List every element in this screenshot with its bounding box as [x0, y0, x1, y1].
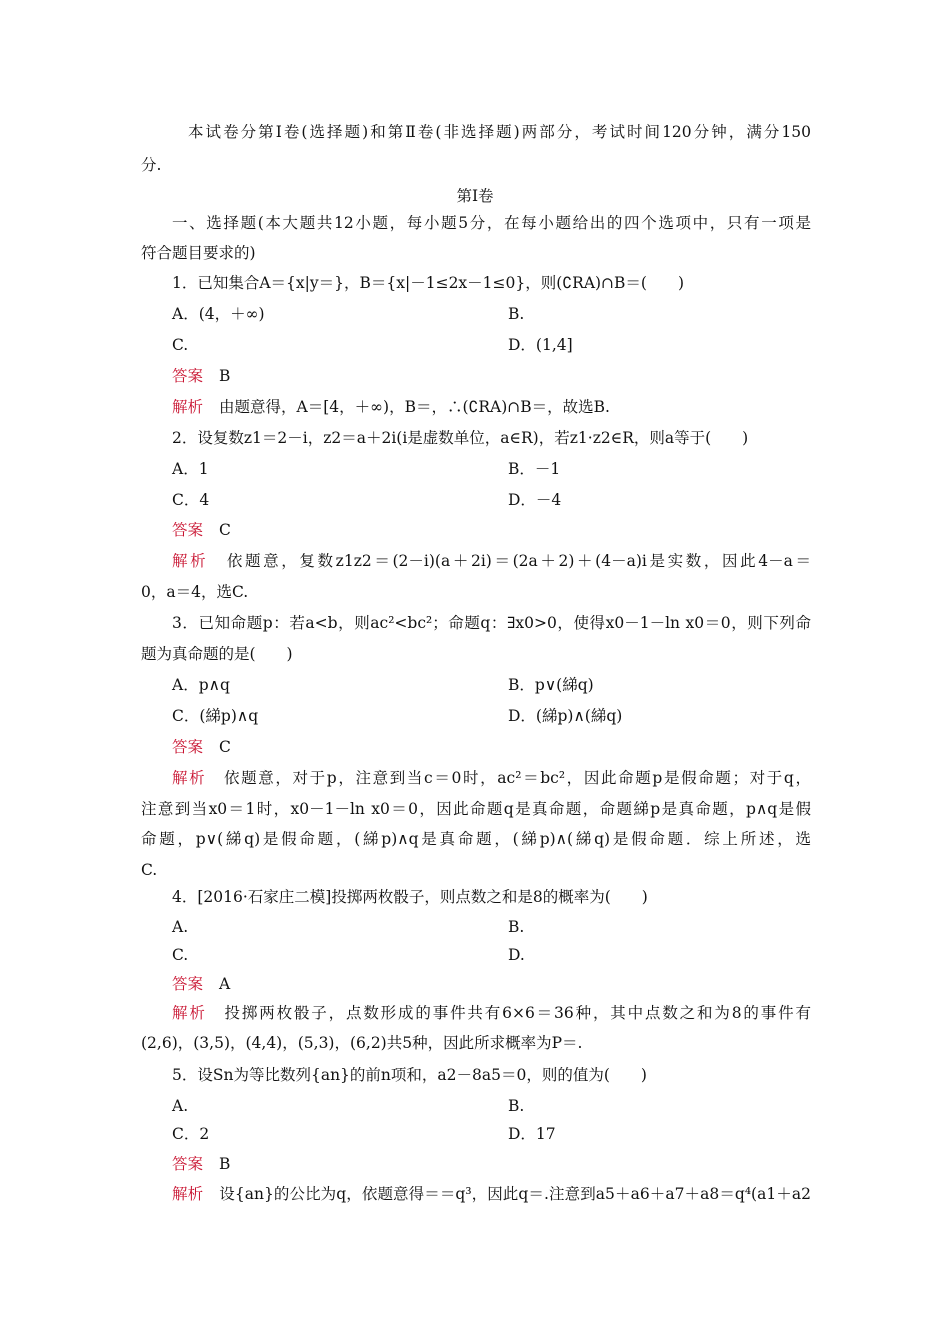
q2-answer-value: C [219, 521, 231, 539]
q4-analysis-line-1 [172, 1003, 811, 1023]
q4-option-b: B. [508, 918, 525, 936]
q2-option-d: D．－4 [508, 491, 562, 509]
q5-option-d: D．17 [508, 1125, 556, 1143]
q4-answer-value: A [219, 975, 231, 993]
q3-stem-line-2: 题为真命题的是( ) [141, 645, 293, 663]
q5-analysis-text-1: 设{an}的公比为q，依题意得＝＝q³，因此q＝.注意到a5＋a6＋a7＋a8＝q⁴(a1＋a2 [219, 1185, 811, 1203]
q1-option-a: A．(4，＋∞) [172, 305, 265, 323]
q2-option-a: A．1 [172, 460, 209, 478]
analysis-label: 解析 [172, 1185, 204, 1203]
q1-option-d: D．(1,4] [508, 336, 573, 354]
q3-analysis-line-3: 命题，p∨(綈q)是假命题，(綈p)∧q是真命题，(綈p)∧(綈q)是假命题．综上所述，选 [141, 830, 811, 848]
q3-option-c: C．(綈p)∧q [172, 707, 259, 725]
q2-option-c: C．4 [172, 491, 210, 509]
q3-analysis-text-1: 依题意，对于p，注意到当c＝0时，ac²＝bc²，因此命题p是假命题；对于q， [222, 769, 811, 787]
q3-option-d: D．(綈p)∧(綈q) [508, 707, 623, 725]
q3-stem-line-1: 3．已知命题p：若a<b，则ac²<bc²；命题q：∃x0>0，使得x0－1－ln x0＝0，则下列命 [172, 614, 811, 632]
analysis-label: 解析 [172, 1004, 207, 1022]
q2-option-b: B．－1 [508, 460, 561, 478]
q2-answer [172, 520, 231, 540]
q3-analysis-line-4: C. [141, 861, 158, 879]
answer-label: 答案 [172, 367, 204, 385]
q3-option-a: A．p∧q [172, 676, 230, 694]
q3-answer [172, 737, 231, 757]
q5-option-b: B. [508, 1097, 525, 1115]
q5-answer [172, 1154, 230, 1174]
analysis-label: 解析 [172, 552, 209, 570]
q1-option-b: B. [508, 305, 525, 323]
q1-analysis-text: 由题意得，A＝[4，＋∞)，B＝，∴(∁RA)∩B＝，故选B. [219, 398, 610, 416]
q5-answer-value: B [219, 1155, 231, 1173]
answer-label: 答案 [172, 975, 204, 993]
analysis-label: 解析 [172, 398, 204, 416]
part-title: 第Ⅰ卷 [456, 187, 494, 205]
q3-answer-value: C [219, 738, 231, 756]
answer-label: 答案 [172, 1155, 204, 1173]
q4-answer [172, 974, 230, 994]
q5-analysis-line-1 [172, 1184, 811, 1204]
q1-answer-value: B [219, 367, 231, 385]
q1-option-c: C. [172, 336, 189, 354]
answer-label: 答案 [172, 738, 204, 756]
q4-analysis-line-2: (2,6)，(3,5)，(4,4)，(5,3)，(6,2)共5种，因此所求概率为P＝. [141, 1034, 583, 1052]
section-heading-line-2: 符合题目要求的) [141, 244, 256, 262]
q1-stem: 1．已知集合A＝{x|y＝}，B＝{x|－1≤2x－1≤0}，则(∁RA)∩B＝( ) [172, 274, 685, 292]
q3-analysis-line-1 [172, 768, 811, 788]
q5-option-a: A. [172, 1097, 189, 1115]
q4-option-a: A. [172, 918, 189, 936]
q3-analysis-line-2: 注意到当x0＝1时，x0－1－ln x0＝0，因此命题q是真命题，命题綈p是真命题，p∧q是假 [141, 800, 811, 818]
q2-stem: 2．设复数z1＝2－i，z2＝a＋2i(i是虚数单位，a∈R)，若z1·z2∈R，则a等于( ) [172, 429, 749, 447]
q2-analysis-line-2: 0，a＝4，选C. [141, 583, 249, 601]
analysis-label: 解析 [172, 769, 207, 787]
q5-stem: 5．设Sn为等比数列{an}的前n项和，a2－8a5＝0，则的值为( ) [172, 1066, 647, 1084]
section-heading-line-1: 一、选择题(本大题共12小题，每小题5分，在每小题给出的四个选项中，只有一项是 [172, 214, 811, 232]
q5-option-c: C．2 [172, 1125, 210, 1143]
answer-label: 答案 [172, 521, 204, 539]
q1-analysis [172, 397, 610, 417]
q1-answer [172, 366, 230, 386]
intro-line-1: 本试卷分第Ⅰ卷(选择题)和第Ⅱ卷(非选择题)两部分，考试时间120分钟，满分150 [188, 123, 811, 141]
q2-analysis-line-1 [172, 551, 811, 571]
q2-analysis-text-1: 依题意，复数z1z2＝(2－i)(a＋2i)＝(2a＋2)＋(4－a)i是实数，因此4－a＝ [224, 552, 811, 570]
q4-analysis-text-1: 投掷两枚骰子，点数形成的事件共有6×6＝36种，其中点数之和为8的事件有 [222, 1004, 811, 1022]
q4-stem: 4．[2016·石家庄二模]投掷两枚骰子，则点数之和是8的概率为( ) [172, 888, 648, 906]
q4-option-c: C. [172, 946, 189, 964]
q4-option-d: D. [508, 946, 525, 964]
intro-line-2: 分. [141, 156, 162, 174]
q3-option-b: B．p∨(綈q) [508, 676, 594, 694]
